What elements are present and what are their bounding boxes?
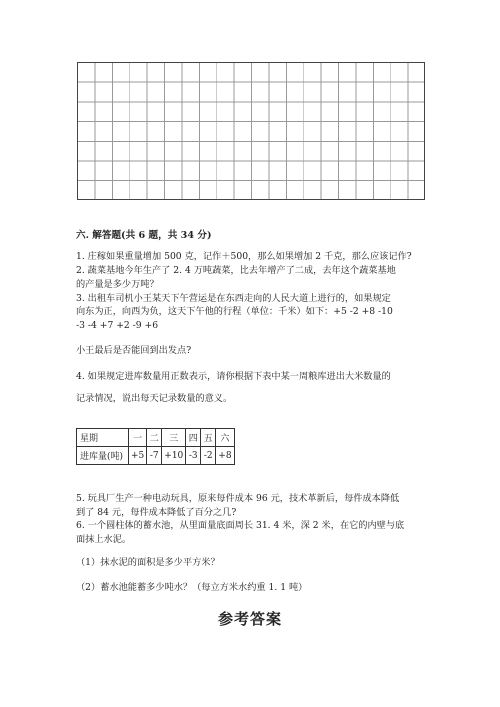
question-6-sub-2: （2）蓄水池能蓄多少吨水？（每立方米水约重 1. 1 吨） bbox=[76, 582, 308, 593]
question-4-line-1: 4. 如果规定进库数量用正数表示，请你根据下表中某一周粮库进出大米数量的 bbox=[76, 371, 391, 382]
question-5-line-2: 到了 84 元，每件成本降低了百分之几? bbox=[76, 507, 237, 518]
table-header-row bbox=[77, 429, 235, 447]
table-cell: +10 bbox=[162, 447, 186, 465]
writing-grid bbox=[77, 62, 425, 200]
question-4-line-2: 记录情况，说出每天记录数量的意义。 bbox=[76, 393, 233, 404]
table-header-cell: 一 bbox=[129, 429, 147, 447]
question-6-line-1: 6. 一个圆柱体的蓄水池，从里面量底面周长 31. 4 米，深 2 米，在它的内壁与底 bbox=[76, 520, 405, 531]
section-heading: 六. 解答题(共 6 题，共 34 分) bbox=[76, 230, 212, 241]
table-cell: 进库量(吨) bbox=[77, 447, 129, 465]
table-cell: -2 bbox=[201, 447, 216, 465]
table-header-cell: 星期 bbox=[77, 429, 129, 447]
table-cell: -7 bbox=[147, 447, 162, 465]
table-header-cell: 二 bbox=[147, 429, 162, 447]
question-3-line-2: 向东为正，向西为负，这天下午他的行程（单位：千米）如下：+5 -2 +8 -10 bbox=[76, 306, 393, 317]
question-2-line-1: 2. 蔬菜基地今年生产了 2. 4 万吨蔬菜，比去年增产了二成，去年这个蔬菜基地 bbox=[76, 265, 396, 276]
table-cell: -3 bbox=[186, 447, 201, 465]
answer-title: 参考答案 bbox=[217, 610, 282, 628]
table-header-cell: 四 bbox=[186, 429, 201, 447]
table-header-cell: 三 bbox=[162, 429, 186, 447]
table-header-cell: 六 bbox=[216, 429, 234, 447]
question-6-sub-1: （1）抹水泥的面积是多少平方米？ bbox=[76, 557, 220, 568]
grain-record-table bbox=[76, 428, 235, 465]
question-3-line-3: -3 -4 +7 +2 -9 +6 bbox=[76, 320, 159, 331]
table-header-cell: 五 bbox=[201, 429, 216, 447]
question-2-line-2: 的产量是多少万吨？ bbox=[76, 279, 159, 290]
question-6-line-2: 面抹上水泥。 bbox=[76, 534, 132, 545]
table-cell: +5 bbox=[129, 447, 147, 465]
table-row bbox=[77, 447, 235, 465]
question-1-line-1: 1. 庄稼如果重量增加 500 克，记作＋500，那么如果增加 2 千克，那么应该记作? bbox=[76, 251, 412, 262]
table-cell: +8 bbox=[216, 447, 234, 465]
question-5-line-1: 5. 玩具厂生产一种电动玩具，原来每件成本 96 元，技术革新后，每件成本降低 bbox=[76, 493, 400, 504]
question-3-line-1: 3. 出租车司机小王某天下午营运是在东西走向的人民大道上进行的，如果规定 bbox=[76, 293, 391, 304]
question-3-line-4: 小王最后是否能回到出发点? bbox=[76, 345, 192, 356]
